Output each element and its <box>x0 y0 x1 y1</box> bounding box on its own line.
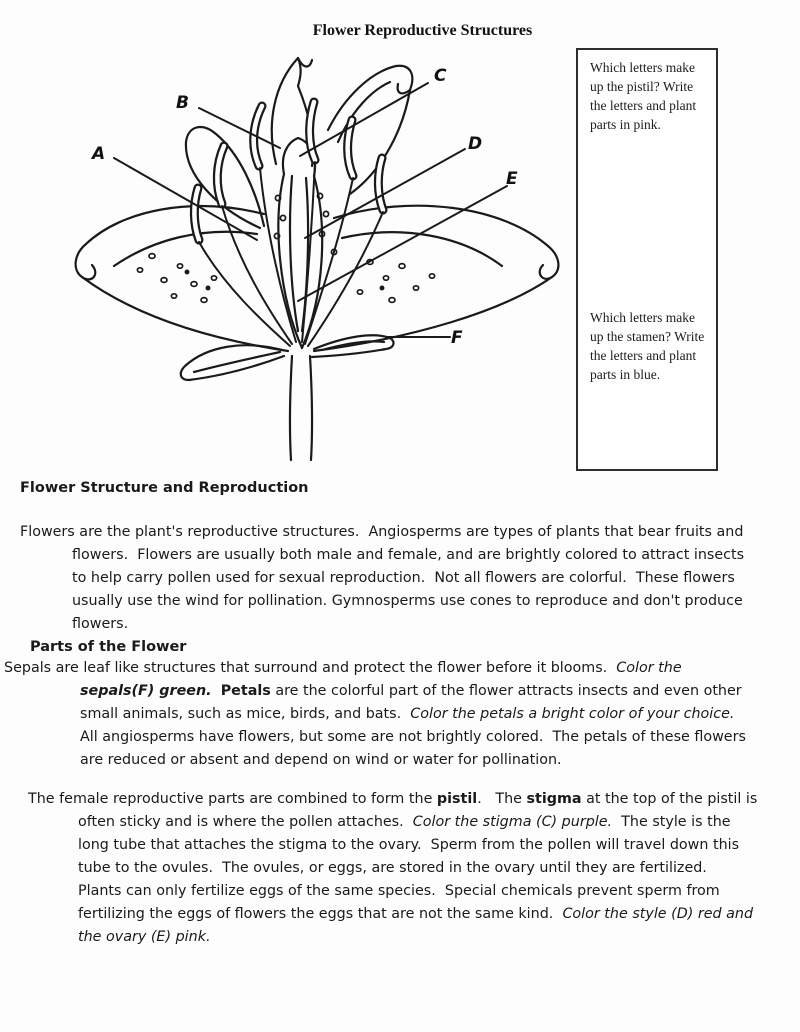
diagram-label-e: E <box>506 169 518 189</box>
worksheet-body <box>0 479 792 949</box>
text-run: The female reproductive parts are combined to form the <box>28 791 437 807</box>
text-run: at the top of the pistil is often sticky and is where the pollen attaches. <box>78 791 762 830</box>
text-run: All angiosperms have flowers, but some are not brightly colored. The petals of these flowers are reduced or absent and depend on wind or water for pollination. <box>80 706 751 768</box>
upper-right-petal <box>328 66 412 194</box>
text-run: pistil <box>436 791 478 807</box>
flower-diagram <box>52 46 577 476</box>
paragraph <box>0 788 762 949</box>
page-title: Flower Reproductive Structures <box>312 22 533 39</box>
diagram-label-d: D <box>468 134 483 154</box>
text-run: Color the petals a bright color of your choice. <box>410 706 735 722</box>
leader-line-a <box>114 158 257 240</box>
text-run: are the colorful part of the flower attracts insects and even other small animals, such as mice, birds, and bats. <box>80 683 747 722</box>
text-run: Color the style (D) red and the ovary (E) pink. <box>78 906 758 945</box>
flower-line-art <box>76 58 559 460</box>
diagram-label-b: B <box>176 93 189 113</box>
text-run: Sepals are leaf like structures that surround and protect the flower before it blooms. <box>4 660 617 676</box>
paragraph <box>0 521 758 636</box>
petal-speckles <box>137 193 434 302</box>
text-run <box>212 683 221 699</box>
text-run: Color the <box>616 660 687 676</box>
diagram-label-f: F <box>451 328 463 348</box>
questions-box <box>576 48 718 471</box>
text-run: stigma <box>526 791 582 807</box>
text-run: sepals(F) green. <box>80 683 212 699</box>
pistil-question: Which letters make up the pistil? Write the letters and plant parts in pink. <box>590 60 697 132</box>
stamen-question: Which letters make up the stamen? Write the letters and plant parts in blue. <box>590 310 705 382</box>
diagram-label-c: C <box>434 66 447 86</box>
left-petal <box>76 206 288 351</box>
sepals <box>181 335 394 380</box>
paragraph <box>0 657 758 772</box>
section-heading: Parts of the Flower <box>30 639 187 655</box>
section-heading: Flower Structure and Reproduction <box>20 480 309 496</box>
text-run: Flowers are the plant's reproductive structures. Angiosperms are types of plants that bear fruits and flowers. Flowers are usually both male and female, and are brightly colored to attract insects to help carry pollen used for sexual reproduction. Not all flowers are colorful. These flowers usually use the wind for pollination. Gymnosperms use cones to reproduce and don't produce flowers. <box>20 524 749 632</box>
leader-line-b <box>199 108 280 148</box>
text-run: Petals <box>220 683 271 699</box>
stem <box>290 356 312 460</box>
leader-line-c <box>300 83 428 156</box>
text-run: Color the stigma (C) purple. <box>412 814 613 830</box>
text-run: . The <box>477 791 527 807</box>
diagram-label-a: A <box>92 144 106 164</box>
text-run: The style is the long tube that attaches the stigma to the ovary. Sperm from the pollen will travel down this tube to the ovules. The ovules, or eggs, are stored in the ovary until they are fertilized. Plants can only fertilize eggs of the same species. Special chemicals prevent sperm from fertilizing the eggs of flowers the eggs that are not the same kind. <box>78 814 744 922</box>
leader-line-e <box>298 186 507 301</box>
